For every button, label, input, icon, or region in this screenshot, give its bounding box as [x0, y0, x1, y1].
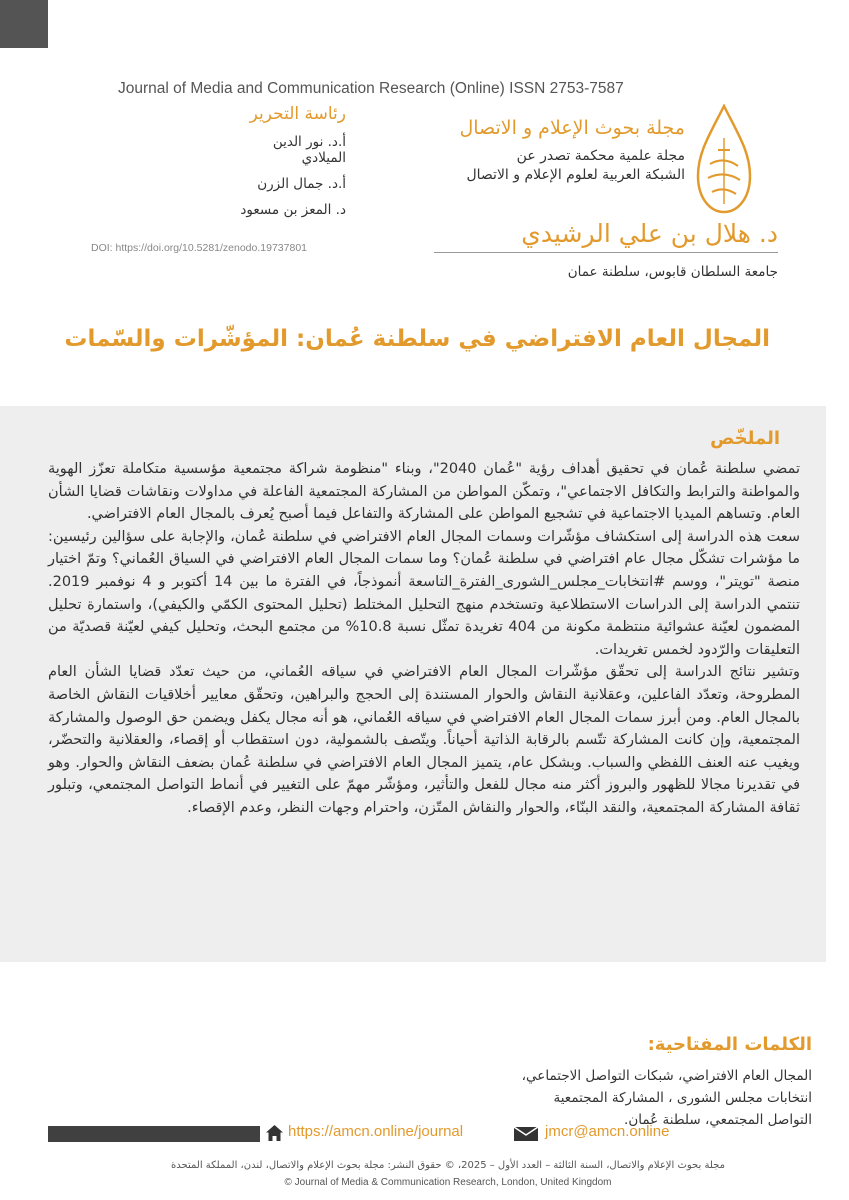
- journal-subtitle-2: الشبكة العربية لعلوم الإعلام و الاتصال: [466, 167, 685, 183]
- email-link[interactable]: jmcr@amcn.online: [545, 1123, 670, 1140]
- editor-name: أ.د. نور الدين الميلادي: [272, 134, 346, 166]
- editor-name: أ.د. جمال الزرن: [257, 176, 346, 192]
- doi-link[interactable]: DOI: https://doi.org/10.5281/zenodo.19737801: [91, 242, 307, 254]
- footer-citation-arabic: مجلة بحوث الإعلام والاتصال، السنة الثالثة – العدد الأول – 2025، © حقوق النشر: مجلة بحوث الإعلام والاتصال، لندن، المملكة المتحدة: [171, 1160, 725, 1171]
- author-name: د. هلال بن علي الرشيدي: [521, 219, 778, 248]
- corner-block: [0, 0, 48, 48]
- abstract-paragraph: سعت هذه الدراسة إلى استكشاف مؤشّرات وسمات المجال العام الافتراضي في سلطنة عُمان، والإجابة على سؤالين رئيسين: ما مؤشرات تشكّل مجال عام افتراضي في سلطنة عُمان؟ وما سمات المجال العام الافتراضي في السياق العُماني؟ وتمّ اختيار منصة "تويتر"، ووسم #انتخابات_مجلس_الشورى_الفترة_التاسعة أنموذجاً، في الفترة ما بين 14 أكتوبر و 4 نوفمبر 2019. تنتمي الدراسة إلى الدراسات الاستطلاعية وتستخدم منهج التحليل المختلط (تحليل المحتوى الكمّي والكيفي)، واستمارة تحليل المضمون لعيّنة عشوائية منتظمة مكونة من 404 تغريدة تمثّل نسبة 10.8% من مجتمع البحث، وتحليل كيفي لعيّنة قصديّة من التعليقات والرّدود لخمس تغريدات.: [48, 528, 800, 658]
- keywords-line: التواصل المجتمعي، سلطنة عُمان.: [624, 1112, 812, 1128]
- journal-logo: [694, 104, 754, 214]
- footer-bar: [48, 1126, 260, 1142]
- website-link[interactable]: https://amcn.online/journal: [288, 1123, 464, 1140]
- editors-heading: رئاسة التحرير: [249, 104, 346, 124]
- mail-icon: [513, 1126, 539, 1142]
- journal-masthead: [380, 117, 685, 185]
- keywords-list: [500, 1065, 812, 1131]
- abstract-body: [48, 458, 800, 820]
- paper-title: المجال العام الافتراضي في سلطنة عُمان: المؤشّرات والسّمات: [64, 326, 770, 352]
- keywords-heading: الكلمات المفتاحية:: [647, 1034, 812, 1055]
- keywords-line: المجال العام الافتراضي، شبكات التواصل الاجتماعي، انتخابات مجلس الشورى ، المشاركة المجتمعية: [521, 1068, 812, 1106]
- author-affiliation: جامعة السلطان قابوس، سلطنة عمان: [567, 264, 778, 280]
- editorial-board: [226, 104, 346, 228]
- editor-name: د. المعز بن مسعود: [240, 202, 346, 218]
- abstract-paragraph: تمضي سلطنة عُمان في تحقيق أهداف رؤية "عُمان 2040"، وبناء "منظومة شراكة مجتمعية مؤسسية متكاملة تعزّز الهوية والمواطنة والترابط والتكافل الاجتماعي"، وتمكّن المواطن من المشاركة المجتمعية الفاعلة في مداولات ونقاشات قضايا الشأن العام. وتساهم الميديا الاجتماعية في تشجيع المواطن على المشاركة والتفاعل فيما أصبح يُعرف بالمجال العام الافتراضي.: [48, 461, 800, 523]
- abstract-paragraph: وتشير نتائج الدراسة إلى تحقّق مؤشّرات المجال العام الافتراضي في سياقه العُماني، من حيث تعدّد قضايا الشأن العام المطروحة، وتعدّد الفاعلين، وعقلانية النقاش والحوار المستندة إلى الحجج والبراهين، وتحقّق معايير أخلاقيات النقاش الخاصة بالمجال العام. ومن أبرز سمات المجال العام الافتراضي في سياقه العُماني، هو أنه مجال يكفل ويضمن حق الوصول والمشاركة المجتمعية، وإن كانت المشاركة تتّسم بالرقابة الذاتية أحياناً. ويتّصف بالشمولية، دون استقطاب أو إقصاء، والعقلانية والتحضّر، ويغيب عنه العنف اللفظي والسباب. وبشكل عام، يتميز المجال العام الافتراضي في سلطنة عُمان بضعف النقاش والحوار. وهو في تقديرنا مجالا للظهور والبروز أكثر منه مجال للفعل والتأثير، ومؤشّر مهمّ على التغيير في أنماط التواصل المجتمعي، وتبلور ثقافة المشاركة المجتمعية، والنقد البنّاء، والحوار والنقاش المتّزن، واحترام وجهات النظر، وعدم الإقصاء.: [48, 664, 800, 816]
- home-icon: [265, 1124, 284, 1142]
- footer-copyright-english: © Journal of Media & Communication Research, London, United Kingdom: [284, 1177, 612, 1188]
- abstract-heading: الملخّص: [710, 428, 780, 449]
- journal-name-issn: Journal of Media and Communication Research (Online) ISSN 2753-7587: [118, 80, 624, 97]
- journal-subtitle-1: مجلة علمية محكمة تصدر عن: [516, 148, 685, 164]
- journal-title-arabic: مجلة بحوث الإعلام و الاتصال: [459, 117, 685, 139]
- author-divider: [434, 252, 778, 253]
